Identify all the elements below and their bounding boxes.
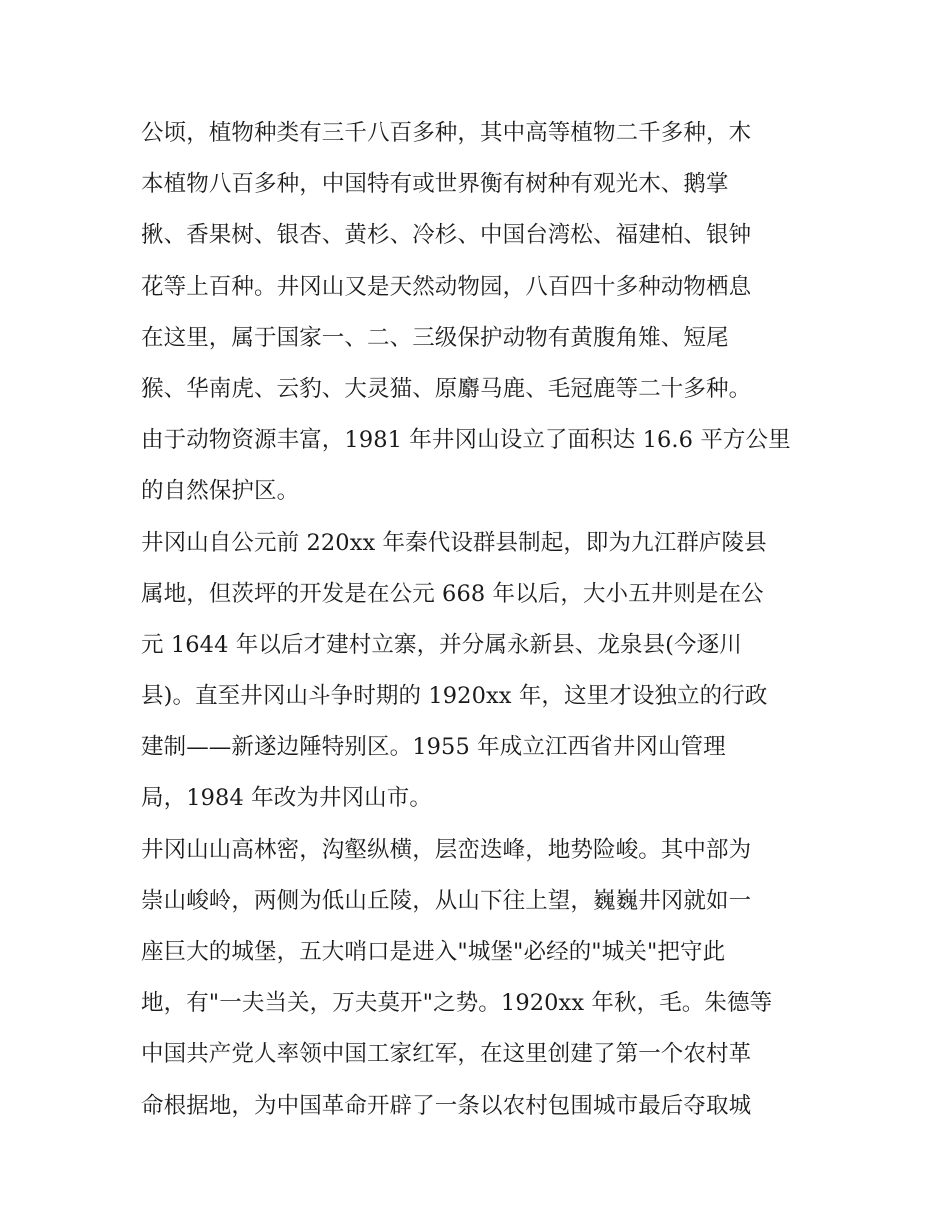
text-line: 命根据地，为中国革命开辟了一条以农村包围城市最后夺取城 [141,1092,752,1119]
text-line: 公顷，植物种类有三千八百多种，其中高等植物二千多种，木 [141,120,752,146]
text-line: 揪、香果树、银杏、黄杉、冷杉、中国台湾松、福建柏、银钟 [141,222,752,249]
text-line: 属地，但茨坪的开发是在公元 668 年以后，大小五井则是在公 [141,580,764,607]
text-line: 建制——新遂边陲特别区。1955 年成立江西省井冈山管理 [141,734,726,761]
text-line: 花等上百种。井冈山又是天然动物园，八百四十多种动物栖息 [141,273,752,300]
paragraph-1 [141,108,821,518]
body-text [141,108,821,1132]
paragraph-3 [141,825,821,1132]
text-line: 县)。直至井冈山斗争时期的 1920xx 年，这里才设独立的行政 [141,683,768,710]
text-line: 局，1984 年改为井冈山市。 [141,785,432,812]
text-line: 由于动物资源丰富，1981 年井冈山设立了面积达 16.6 平方公里 [141,427,791,454]
text-line: 本植物八百多种，中国特有或世界衡有树种有观光木、鹅掌 [141,171,729,198]
text-line: 在这里，属于国家一、二、三级保护动物有黄腹角雉、短尾 [141,324,729,351]
text-line: 井冈山山高林密，沟壑纵横，层峦迭峰，地势险峻。其中部为 [141,836,752,863]
text-line: 猴、华南虎、云豹、大灵猫、原麝马鹿、毛冠鹿等二十多种。 [141,375,752,402]
paragraph-2 [141,518,821,825]
text-line: 元 1644 年以后才建村立寨，并分属永新县、龙泉县(今逐川 [141,631,742,658]
text-line: 地，有"一夫当关，万夫莫开"之势。1920xx 年秋，毛。朱德等 [141,990,773,1017]
text-line: 井冈山自公元前 220xx 年秦代设群县制起，即为九江群庐陵县 [141,529,767,556]
text-line: 中国共产党人率领中国工家红军，在这里创建了第一个农村革 [141,1041,752,1068]
text-line: 座巨大的城堡，五大哨口是进入"城堡"必经的"城关"把守此 [141,939,726,965]
text-line: 的自然保护区。 [141,478,300,505]
text-line: 崇山峻岭，两侧为低山丘陵，从山下往上望，巍巍井冈就如一 [141,887,752,914]
